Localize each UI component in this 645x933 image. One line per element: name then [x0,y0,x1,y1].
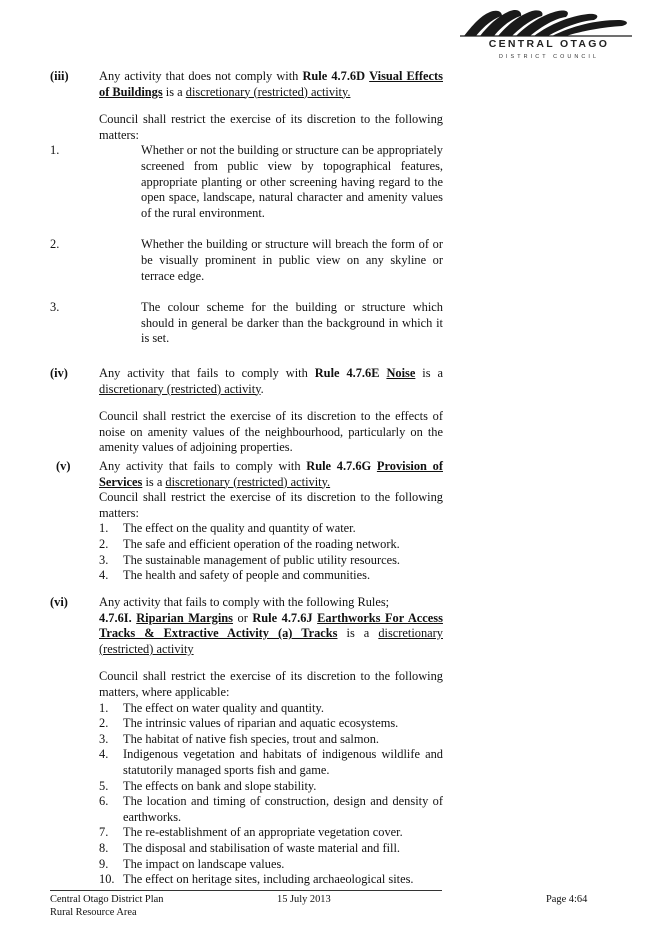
section-number: (v) [56,459,71,473]
list-item: 3. The colour scheme for the building or structure which should in general be darker than the background in which it is set. [50,300,443,346]
matters-list [50,143,443,347]
list-item: 1. The effect on water quality and quantity. [99,700,324,715]
matters-list [99,701,443,888]
list-item: 1. The effect on the quality and quantity of water. [99,521,356,536]
list-item: 10. The effect on heritage sites, including archaeological sites. [99,872,414,887]
section-iii [50,69,443,347]
list-item: 3. The habitat of native fish species, trout and salmon. [99,731,380,746]
council-logo [458,6,634,61]
section-intro-line: Any activity that fails to comply with the following Rules; [99,595,390,609]
logo-subtitle: DISTRICT COUNCIL [498,54,600,60]
footer-date: 15 July 2013 [277,894,331,905]
list-item: 8. The disposal and stabilisation of waste material and fill. [99,840,400,855]
matters-list [99,521,443,583]
logo-name: CENTRAL OTAGO [488,38,610,50]
list-item: 4. Indigenous vegetation and habitats of indigenous wildlife and statutorily managed sports fish and game. [99,747,443,777]
section-rules: 4.7.6I. Riparian Margins or Rule 4.7.6J Earthworks For Access Tracks & Extractive Activity (a) Tracks is a discretionary (restricted) activity [99,610,443,656]
section-number: (vi) [50,595,68,609]
footer-divider [50,890,442,891]
section-intro: Any activity that does not comply with Rule 4.7.6D Visual Effects of Buildings is a discretionary (restricted) activity. [99,69,443,99]
footer-area-name: Rural Resource Area [50,907,137,918]
section-intro: Any activity that fails to comply with Rule 4.7.6E Noise is a discretionary (restricted) activity. [99,366,443,396]
hills-logo-icon [458,6,634,38]
section-number: (iv) [50,366,68,380]
list-item: 2. The intrinsic values of riparian and aquatic ecosystems. [99,716,399,731]
list-item: 2. The safe and efficient operation of the roading network. [99,536,400,551]
footer-plan-name: Central Otago District Plan [50,894,164,905]
list-item: 5. The effects on bank and slope stability. [99,778,317,793]
section-number: (iii) [50,69,69,83]
list-item: 6. The location and timing of construction, design and density of earthworks. [99,794,443,824]
list-item: 7. The re-establishment of an appropriate vegetation cover. [99,825,403,840]
council-discretion: Council shall restrict the exercise of its discretion to the following matters: [99,490,443,520]
council-discretion: Council shall restrict the exercise of its discretion to the effects of noise on amenity values of the neighbourhood, particularly on the amenity values of adjoining properties. [99,409,443,455]
list-item: 9. The impact on landscape values. [99,856,285,871]
list-item: 4. The health and safety of people and communities. [99,568,371,583]
council-discretion: Council shall restrict the exercise of its discretion to the following matters: [99,112,443,142]
section-iv [50,366,443,456]
footer-page-number: Page 4:64 [546,894,588,905]
section-vi [50,595,443,888]
list-item: 1. Whether or not the building or structure can be appropriately screened from public view by topographical features, appropriate planting or other screening having regard to the open space, landscape, natural character and amenity values of the rural environment. [50,143,443,220]
list-item: 3. The sustainable management of public utility resources. [99,552,400,567]
council-discretion: Council shall restrict the exercise of its discretion to the following matters, where applicable: [99,669,443,699]
section-intro: Any activity that fails to comply with Rule 4.7.6G Provision of Services is a discretionary (restricted) activity. [99,459,443,489]
section-v [50,459,443,584]
footer-left [50,893,163,919]
list-item: 2. Whether the building or structure will breach the form of or be visually prominent in public view on any skyline or terrace edge. [50,237,443,283]
